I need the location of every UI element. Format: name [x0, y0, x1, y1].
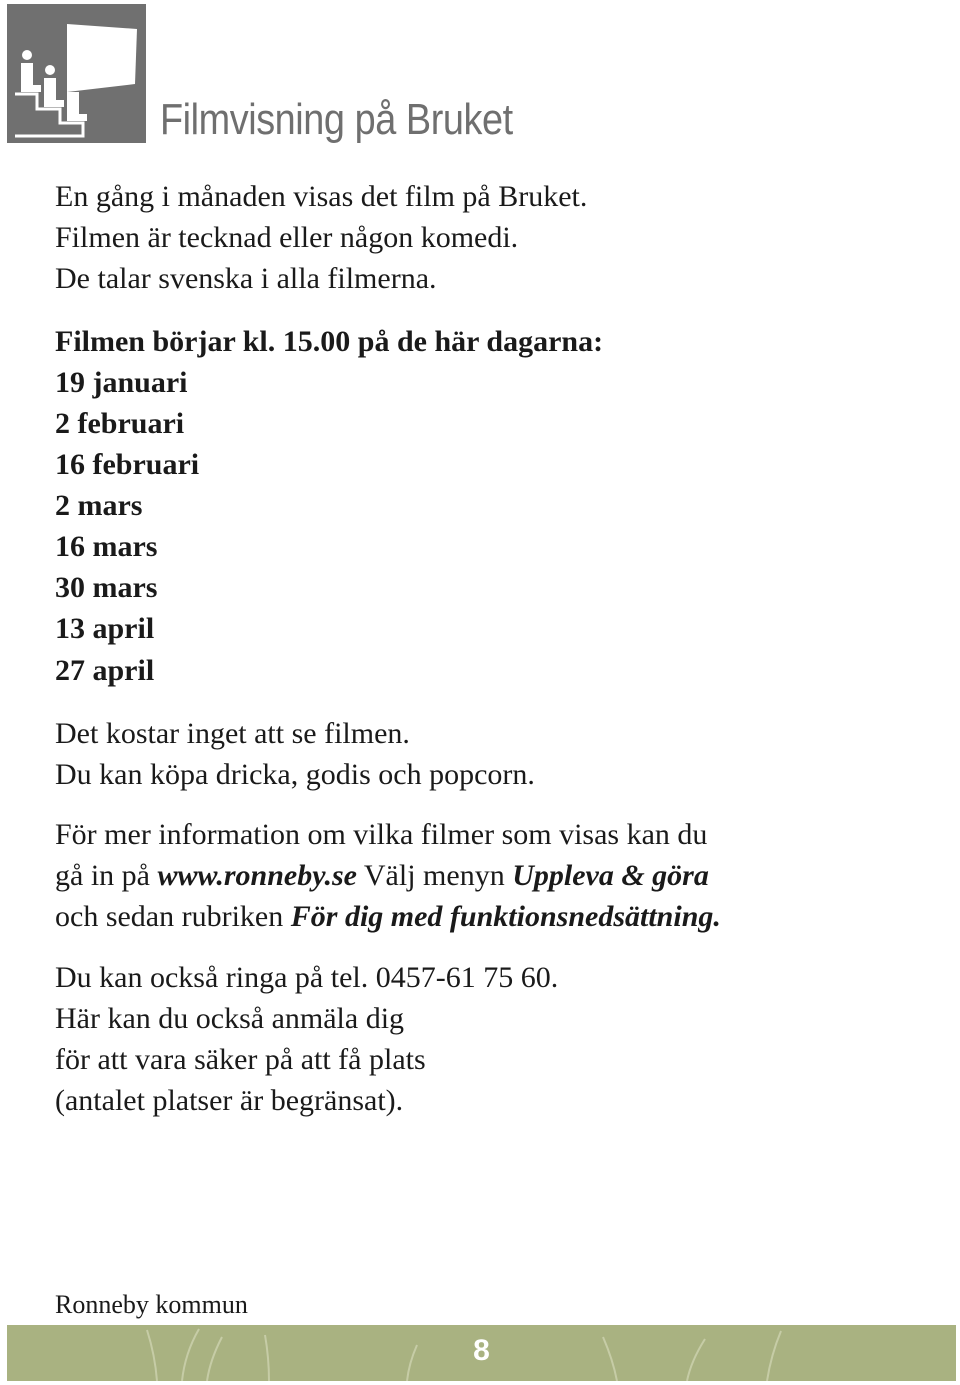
info-text: gå in på	[55, 859, 158, 892]
info-text: Välj menyn	[356, 859, 513, 892]
info-line	[55, 899, 721, 935]
footer-bar	[7, 1325, 956, 1381]
cinema-audience-icon	[7, 4, 146, 143]
schedule-date: 30 mars	[55, 571, 158, 604]
intro-line: De talar svenska i alla filmerna.	[55, 262, 437, 295]
schedule-date: 2 mars	[55, 489, 143, 522]
schedule-date: 2 februari	[55, 407, 185, 440]
info-line: För mer information om vilka filmer som visas kan du	[55, 818, 708, 851]
contact-line: Här kan du också anmäla dig	[55, 1002, 405, 1035]
info-text: och sedan rubriken	[55, 900, 291, 933]
intro-line: En gång i månaden visas det film på Bruket.	[55, 180, 588, 213]
page-title: Filmvisning på Bruket	[160, 95, 513, 144]
contact-line: (antalet platser är begränsat).	[55, 1084, 404, 1117]
contact-line: för att vara säker på att få plats	[55, 1043, 426, 1076]
schedule-date: 19 januari	[55, 366, 188, 399]
page-number: 8	[473, 1334, 490, 1367]
footer-organization: Ronneby kommun	[55, 1290, 248, 1319]
intro-line: Filmen är tecknad eller någon komedi.	[55, 221, 519, 254]
info-line	[55, 858, 709, 894]
menu-name: Uppleva & göra	[512, 859, 709, 892]
cost-line: Det kostar inget att se filmen.	[55, 717, 410, 750]
section-name: För dig med funktionsnedsättning.	[290, 900, 721, 933]
schedule-date: 13 april	[55, 612, 155, 645]
schedule-heading: Filmen börjar kl. 15.00 på de här dagarna:	[55, 325, 604, 358]
cost-line: Du kan köpa dricka, godis och popcorn.	[55, 758, 535, 791]
schedule-date: 27 april	[55, 654, 155, 687]
website-link[interactable]: www.ronneby.se	[157, 859, 357, 892]
logo-cinema-icon	[7, 4, 146, 143]
schedule-date: 16 mars	[55, 530, 158, 563]
contact-line: Du kan också ringa på tel. 0457-61 75 60.	[55, 961, 559, 994]
schedule-date: 16 februari	[55, 448, 200, 481]
